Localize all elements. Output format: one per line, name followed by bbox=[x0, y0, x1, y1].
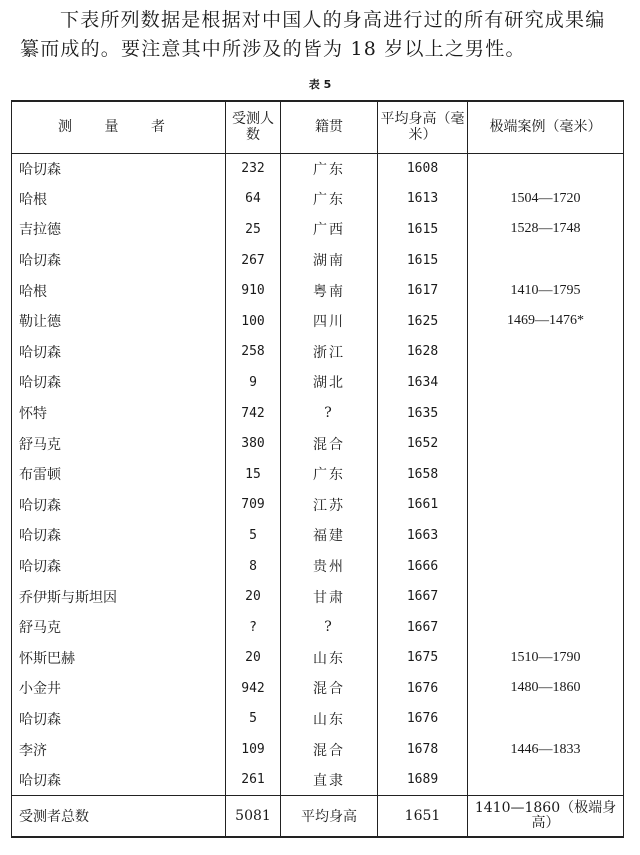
cell-avg: 1667 bbox=[378, 581, 468, 612]
cell-origin: ? bbox=[281, 612, 378, 643]
header-avg bbox=[378, 101, 468, 153]
cell-avg: 1658 bbox=[378, 459, 468, 490]
cell-count: 20 bbox=[226, 581, 281, 612]
cell-count: 942 bbox=[226, 673, 281, 704]
cell-origin: 湖北 bbox=[281, 367, 378, 398]
table-row bbox=[12, 306, 624, 337]
table-row bbox=[12, 520, 624, 551]
cell-count: 267 bbox=[226, 245, 281, 276]
cell-measurer: 哈切森 bbox=[12, 704, 226, 735]
cell-origin: 山东 bbox=[281, 643, 378, 674]
cell-measurer: 怀斯巴赫 bbox=[12, 643, 226, 674]
table-row bbox=[12, 337, 624, 368]
cell-origin: 湖南 bbox=[281, 245, 378, 276]
header-extreme bbox=[468, 101, 624, 153]
cell-avg: 1615 bbox=[378, 214, 468, 245]
cell-measurer: 哈切森 bbox=[12, 245, 226, 276]
cell-origin: 福建 bbox=[281, 520, 378, 551]
cell-measurer: 吉拉德 bbox=[12, 214, 226, 245]
cell-count: 64 bbox=[226, 184, 281, 215]
cell-extreme bbox=[468, 459, 624, 490]
cell-count: 25 bbox=[226, 214, 281, 245]
cell-origin: ? bbox=[281, 398, 378, 429]
cell-measurer: 怀特 bbox=[12, 398, 226, 429]
cell-extreme: 1480—1860 bbox=[468, 673, 624, 704]
cell-measurer: 小金井 bbox=[12, 673, 226, 704]
cell-avg: 1675 bbox=[378, 643, 468, 674]
cell-measurer: 哈根 bbox=[12, 275, 226, 306]
cell-measurer: 哈切森 bbox=[12, 765, 226, 796]
cell-extreme: 1410—1795 bbox=[468, 275, 624, 306]
cell-measurer: 舒马克 bbox=[12, 612, 226, 643]
cell-extreme bbox=[468, 490, 624, 521]
cell-origin: 四川 bbox=[281, 306, 378, 337]
cell-avg: 1663 bbox=[378, 520, 468, 551]
cell-extreme bbox=[468, 337, 624, 368]
cell-count: 109 bbox=[226, 734, 281, 765]
cell-measurer: 勒让德 bbox=[12, 306, 226, 337]
table-row bbox=[12, 765, 624, 796]
total-label: 受测者总数 bbox=[12, 795, 226, 837]
table-caption: 表 5 bbox=[308, 78, 332, 91]
cell-count: 709 bbox=[226, 490, 281, 521]
intro-paragraph: 下表所列数据是根据对中国人的身高进行过的所有研究成果编纂而成的。要注意其中所涉及的皆为 18 岁以上之男性。 bbox=[20, 9, 606, 60]
cell-extreme: 1504—1720 bbox=[468, 184, 624, 215]
cell-measurer: 哈根 bbox=[12, 184, 226, 215]
cell-measurer: 布雷顿 bbox=[12, 459, 226, 490]
table-row bbox=[12, 673, 624, 704]
cell-measurer: 哈切森 bbox=[12, 337, 226, 368]
header-count bbox=[226, 101, 281, 153]
total-count: 5081 bbox=[226, 795, 281, 837]
cell-measurer: 哈切森 bbox=[12, 520, 226, 551]
cell-extreme bbox=[468, 428, 624, 459]
cell-measurer: 舒马克 bbox=[12, 428, 226, 459]
cell-avg: 1615 bbox=[378, 245, 468, 276]
total-origin-label: 平均身高 bbox=[281, 795, 378, 837]
total-range: 1410—1860（极端身高） bbox=[468, 795, 624, 837]
cell-origin: 广东 bbox=[281, 184, 378, 215]
total-avg: 1651 bbox=[378, 795, 468, 837]
cell-avg: 1635 bbox=[378, 398, 468, 429]
cell-count: 258 bbox=[226, 337, 281, 368]
cell-avg: 1628 bbox=[378, 337, 468, 368]
table-row bbox=[12, 184, 624, 215]
cell-origin: 广东 bbox=[281, 153, 378, 184]
cell-measurer: 哈切森 bbox=[12, 367, 226, 398]
cell-count: 8 bbox=[226, 551, 281, 582]
table-row bbox=[12, 490, 624, 521]
cell-extreme bbox=[468, 520, 624, 551]
cell-count: 15 bbox=[226, 459, 281, 490]
table-row bbox=[12, 398, 624, 429]
header-measurer: 测 量 者 bbox=[12, 101, 226, 153]
cell-origin: 混合 bbox=[281, 673, 378, 704]
cell-count: 742 bbox=[226, 398, 281, 429]
table-row bbox=[12, 734, 624, 765]
cell-avg: 1666 bbox=[378, 551, 468, 582]
cell-origin: 浙江 bbox=[281, 337, 378, 368]
cell-origin: 甘肃 bbox=[281, 581, 378, 612]
total-row bbox=[12, 795, 624, 837]
cell-avg: 1678 bbox=[378, 734, 468, 765]
table-row bbox=[12, 459, 624, 490]
cell-extreme: 1469—1476* bbox=[468, 306, 624, 337]
cell-extreme: 1510—1790 bbox=[468, 643, 624, 674]
header-origin: 籍贯 bbox=[281, 101, 378, 153]
cell-origin: 江苏 bbox=[281, 490, 378, 521]
table-row bbox=[12, 643, 624, 674]
cell-count: 232 bbox=[226, 153, 281, 184]
cell-count: 261 bbox=[226, 765, 281, 796]
cell-count: 9 bbox=[226, 367, 281, 398]
cell-origin: 广西 bbox=[281, 214, 378, 245]
cell-origin: 直隶 bbox=[281, 765, 378, 796]
header-count-label: 受测人数 bbox=[232, 111, 274, 144]
cell-count: 5 bbox=[226, 520, 281, 551]
cell-measurer: 李济 bbox=[12, 734, 226, 765]
cell-count: 910 bbox=[226, 275, 281, 306]
cell-extreme bbox=[468, 551, 624, 582]
cell-avg: 1634 bbox=[378, 367, 468, 398]
cell-measurer: 哈切森 bbox=[12, 153, 226, 184]
cell-avg: 1667 bbox=[378, 612, 468, 643]
cell-avg: 1608 bbox=[378, 153, 468, 184]
table-row bbox=[12, 214, 624, 245]
cell-count: 20 bbox=[226, 643, 281, 674]
cell-extreme: 1446—1833 bbox=[468, 734, 624, 765]
table-row bbox=[12, 704, 624, 735]
cell-count: ? bbox=[226, 612, 281, 643]
cell-extreme bbox=[468, 765, 624, 796]
cell-avg: 1625 bbox=[378, 306, 468, 337]
cell-avg: 1613 bbox=[378, 184, 468, 215]
table-row bbox=[12, 275, 624, 306]
cell-origin: 贵州 bbox=[281, 551, 378, 582]
cell-extreme bbox=[468, 704, 624, 735]
cell-count: 5 bbox=[226, 704, 281, 735]
cell-avg: 1676 bbox=[378, 673, 468, 704]
table-header-row bbox=[12, 101, 624, 153]
table-row bbox=[12, 367, 624, 398]
table-row bbox=[12, 581, 624, 612]
table-row bbox=[12, 551, 624, 582]
table-row bbox=[12, 612, 624, 643]
cell-measurer: 哈切森 bbox=[12, 551, 226, 582]
cell-measurer: 乔伊斯与斯坦因 bbox=[12, 581, 226, 612]
cell-avg: 1661 bbox=[378, 490, 468, 521]
cell-origin: 山东 bbox=[281, 704, 378, 735]
cell-origin: 混合 bbox=[281, 428, 378, 459]
table-row bbox=[12, 153, 624, 184]
cell-count: 100 bbox=[226, 306, 281, 337]
cell-extreme bbox=[468, 367, 624, 398]
cell-origin: 粤南 bbox=[281, 275, 378, 306]
cell-origin: 混合 bbox=[281, 734, 378, 765]
cell-extreme: 1528—1748 bbox=[468, 214, 624, 245]
cell-extreme bbox=[468, 153, 624, 184]
cell-avg: 1617 bbox=[378, 275, 468, 306]
cell-origin: 广东 bbox=[281, 459, 378, 490]
cell-extreme bbox=[468, 612, 624, 643]
cell-avg: 1689 bbox=[378, 765, 468, 796]
table-row bbox=[12, 245, 624, 276]
cell-avg: 1652 bbox=[378, 428, 468, 459]
header-avg-label: 平均身高（毫米） bbox=[380, 111, 465, 144]
cell-extreme bbox=[468, 398, 624, 429]
cell-avg: 1676 bbox=[378, 704, 468, 735]
cell-count: 380 bbox=[226, 428, 281, 459]
cell-extreme bbox=[468, 581, 624, 612]
cell-measurer: 哈切森 bbox=[12, 490, 226, 521]
header-extreme-label: 极端案例（毫米） bbox=[489, 119, 602, 136]
cell-extreme bbox=[468, 245, 624, 276]
table-row bbox=[12, 428, 624, 459]
height-table bbox=[11, 100, 624, 838]
